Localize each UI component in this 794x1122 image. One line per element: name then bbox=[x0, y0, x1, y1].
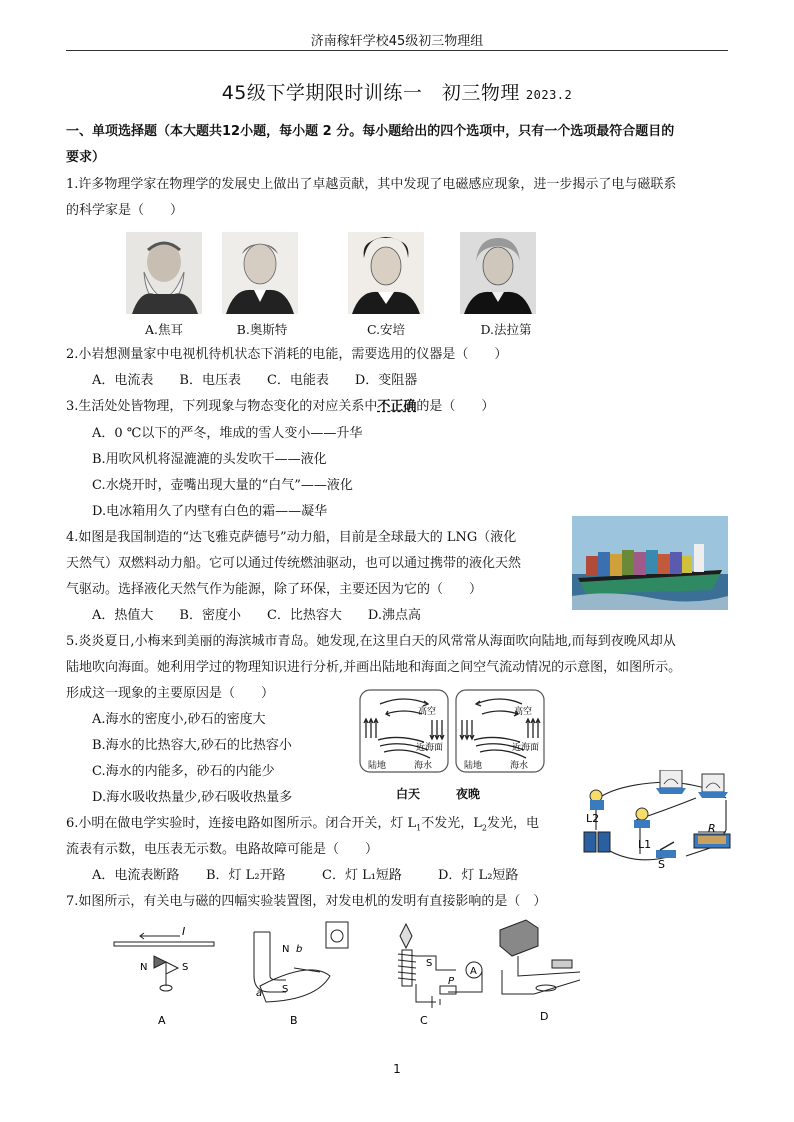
q7-figures bbox=[110, 916, 580, 1032]
q6-sub1: 1 bbox=[416, 823, 422, 833]
exam-title-text: 45级下学期限时训练一 初三物理 bbox=[221, 82, 520, 104]
switch-icon bbox=[656, 842, 676, 858]
battery-icon bbox=[584, 832, 610, 852]
circuit-diagram bbox=[576, 770, 736, 868]
figB-a-label: a bbox=[256, 988, 263, 999]
day-coast-label: 近海面 bbox=[416, 743, 444, 753]
voltmeter-icon bbox=[656, 770, 686, 794]
q1-option-c: C.安培 bbox=[366, 322, 406, 337]
lamp-l2-icon bbox=[590, 790, 604, 810]
figC-s-label: S bbox=[426, 958, 433, 969]
figA-n-label: N bbox=[140, 962, 148, 973]
q6-option-c: C．灯 L₁短路 bbox=[322, 868, 402, 883]
figA-current-label: I bbox=[182, 925, 186, 938]
q6-line1-c: 发光，电 bbox=[487, 816, 540, 831]
q5-option-b: B.海水的比热容大,砂石的比热容小 bbox=[92, 738, 292, 753]
q1-line1: 1.许多物理学家在物理学的发展史上做出了卓越贡献，其中发现了电磁感应现象，进一步揭示了电与磁联系 bbox=[66, 177, 677, 192]
label-l1: L1 bbox=[638, 838, 652, 851]
q6-line1-b: 不发光，L bbox=[421, 816, 482, 831]
day-high-label: 高空 bbox=[418, 707, 437, 717]
portrait-joule-image bbox=[126, 232, 202, 314]
q6-sub2: 2 bbox=[481, 823, 487, 833]
night-caption: 夜晚 bbox=[456, 787, 481, 801]
ammeter-icon bbox=[698, 774, 728, 798]
q3-stem bbox=[66, 398, 494, 416]
q6-option-b: B．灯 L₂开路 bbox=[206, 868, 286, 883]
portrait-ampere-image bbox=[348, 232, 424, 314]
portrait-oersted-image bbox=[222, 232, 298, 314]
q7-stem: 7.如图所示，有关电与磁的四幅实验装置图，对发电机的发明有直接影响的是（ ） bbox=[66, 894, 547, 909]
q2-stem: 2.小岩想测量家中电视机待机状态下消耗的电能，需要选用的仪器是（ ） bbox=[66, 347, 508, 362]
night-panel bbox=[456, 690, 544, 772]
figure-b-magnet bbox=[254, 922, 348, 1002]
figA-s-label: S bbox=[182, 962, 189, 973]
q5-line1: 5.炎炎夏日,小梅来到美丽的海滨城市青岛。她发现,在这里白天的风常常从海面吹向陆地,而每到夜晚风却从 bbox=[66, 634, 676, 649]
q3-option-d: D.电冰箱用久了内壁有白色的霜——凝华 bbox=[92, 504, 328, 519]
day-caption: 白天 bbox=[396, 787, 421, 801]
section-heading-line1: 一、单项选择题（本大题共12小题，每小题 2 分。每小题给出的四个选项中，只有一个选项最符合题目的 bbox=[66, 124, 675, 139]
figC-ammeter-label: A bbox=[470, 966, 477, 977]
figB-s-label: S bbox=[282, 984, 289, 995]
q3-option-a: A．0 ℃以下的严冬，堆成的雪人变小——升华 bbox=[92, 426, 363, 441]
q5-option-d: D.海水吸收热量少,砂石吸收热量多 bbox=[92, 790, 293, 805]
page-header: 济南稼轩学校45级初三物理组 bbox=[310, 34, 484, 49]
portrait-faraday-image bbox=[460, 232, 536, 314]
day-land-label: 陆地 bbox=[368, 761, 387, 771]
day-panel bbox=[360, 690, 448, 772]
lamp-l1-icon bbox=[634, 808, 650, 828]
section-heading-line2: 要求） bbox=[66, 150, 106, 165]
q6-option-d: D．灯 L₂短路 bbox=[438, 868, 519, 883]
q5-option-c: C.海水的内能多，砂石的内能少 bbox=[92, 764, 275, 779]
night-land-label: 陆地 bbox=[464, 761, 483, 771]
label-r: R bbox=[708, 822, 716, 835]
q5-option-a: A.海水的密度小,砂石的密度大 bbox=[92, 712, 266, 727]
q6-line1 bbox=[66, 815, 539, 838]
exam-date: 2023.2 bbox=[525, 88, 573, 102]
fig-label-a: A bbox=[158, 1014, 166, 1027]
night-high-label: 高空 bbox=[514, 707, 533, 717]
figC-p-label: P bbox=[448, 976, 455, 987]
q6-option-a: A．电流表断路 bbox=[92, 868, 180, 883]
figB-b-label: b bbox=[296, 944, 303, 955]
label-l2: L2 bbox=[586, 812, 600, 825]
q4-line3: 气驱动。选择液化天然气作为能源，除了环保，主要还因为它的（ ） bbox=[66, 582, 483, 597]
page-number: 1 bbox=[393, 1062, 401, 1076]
day-sea-label: 海水 bbox=[414, 761, 433, 771]
sea-breeze-diagram bbox=[358, 688, 548, 776]
q4-line2: 天然气）双燃料动力船。它可以通过传统燃油驱动，也可以通过携带的液化天然 bbox=[66, 556, 522, 571]
fig-label-d: D bbox=[540, 1010, 549, 1023]
q5-line2: 陆地吹向海面。她利用学过的物理知识进行分析,并画出陆地和海面之间空气流动情况的示意图，如图所示。 bbox=[66, 660, 682, 675]
figure-a-oersted bbox=[114, 933, 214, 991]
q2-options: A．电流表 B．电压表 C．电能表 D．变阻器 bbox=[92, 373, 418, 388]
lng-ship-image bbox=[572, 516, 728, 610]
figB-n-label: N bbox=[282, 944, 290, 955]
q3-stem-pre: 3.生活处处皆物理，下列现象与物态变化的对应关系中 bbox=[66, 399, 378, 414]
night-coast-label: 近海面 bbox=[512, 743, 540, 753]
q4-options: A．热值大 B．密度小 C．比热容大 D.沸点高 bbox=[92, 608, 421, 623]
q1-option-b: B.奥斯特 bbox=[236, 322, 288, 337]
q3-stem-post: 的是（ ） bbox=[416, 399, 495, 414]
q4-line1: 4.如图是我国制造的“达飞雅克萨德号”动力船，目前是全球最大的 LNG（液化 bbox=[66, 530, 517, 545]
night-sea-label: 海水 bbox=[510, 761, 529, 771]
q1-line2: 的科学家是（ ） bbox=[66, 203, 184, 218]
q3-option-b: B.用吹风机将湿漉漉的头发吹干——液化 bbox=[92, 452, 327, 467]
label-s: S bbox=[658, 858, 665, 868]
q3-stem-emphasis: 不正确 bbox=[377, 399, 417, 414]
header-divider bbox=[66, 50, 728, 51]
q3-option-c: C.水烧开时，壶嘴出现大量的“白气”——液化 bbox=[92, 478, 353, 493]
exam-title bbox=[0, 78, 794, 105]
q6-line1-a: 6.小明在做电学实验时，连接电路如图所示。闭合开关，灯 L bbox=[66, 816, 417, 831]
q1-option-a: A.焦耳 bbox=[144, 322, 183, 337]
fig-label-b: B bbox=[290, 1014, 298, 1027]
q1-option-d: D.法拉第 bbox=[480, 322, 532, 337]
q5-line3: 形成这一现象的主要原因是（ ） bbox=[66, 686, 275, 701]
figure-d-motor bbox=[500, 920, 580, 994]
q6-line2: 流表有示数，电压表无示数。电路故障可能是（ ） bbox=[66, 842, 379, 857]
fig-label-c: C bbox=[420, 1014, 428, 1027]
